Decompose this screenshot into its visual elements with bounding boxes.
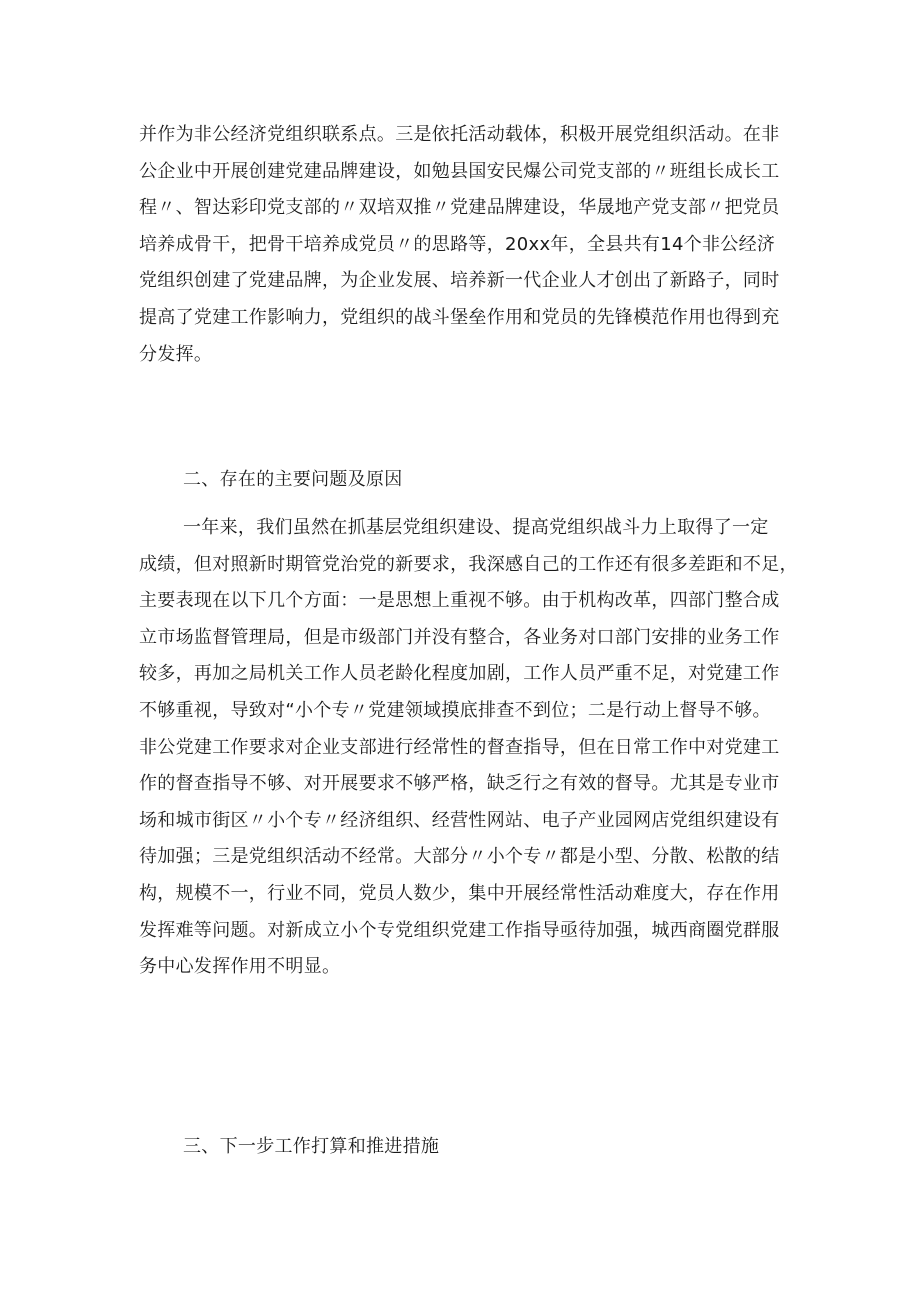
text-line: 党组织创建了党建品牌，为企业发展、培养新一代企业人才创出了新路子，同时 xyxy=(139,270,780,292)
text-line: 作的督查指导不够、对开展要求不够严格，缺乏行之有效的督导。尤其是专业市 xyxy=(139,773,780,795)
text-line: 发挥难等问题。对新成立小个专党组织党建工作指导亟待加强，城西商圈党群服 xyxy=(139,919,780,941)
text-line: 分发挥。 xyxy=(139,343,213,365)
text-line: 主要表现在以下几个方面：一是思想上重视不够。由于机构改革，四部门整合成 xyxy=(139,590,780,612)
text-line: 场和城市街区〃小个专〃经济组织、经营性网站、电子产业园网店党组织建设有 xyxy=(139,809,780,831)
text-line: 并作为非公经济党组织联系点。三是依托活动载体，积极开展党组织活动。在非 xyxy=(139,124,780,145)
text-line: 成绩，但对照新时期管党治党的新要求，我深感自己的工作还有很多差距和不足， xyxy=(139,553,798,575)
text-line: 提高了党建工作影响力，党组织的战斗堡垒作用和党员的先锋模范作用也得到充 xyxy=(139,306,780,328)
section-heading: 三、下一步工作打算和推进措施 xyxy=(183,1136,440,1157)
paragraph-problems xyxy=(139,510,798,986)
text-line: 一年来，我们虽然在抓基层党组织建设、提高党组织战斗力上取得了一定 xyxy=(183,517,769,538)
text-line: 培养成骨干，把骨干培养成党员〃的思路等，20xx年，全县共有14个非公经济 xyxy=(139,233,776,255)
text-line: 较多，再加之局机关工作人员老龄化程度加剧，工作人员严重不足，对党建工作 xyxy=(139,663,780,685)
paragraph-party-brand xyxy=(139,117,785,373)
section-heading-problems xyxy=(139,462,785,499)
text-line: 立市场监督管理局，但是市级部门并没有整合，各业务对口部门安排的业务工作 xyxy=(139,626,780,648)
section-heading: 二、存在的主要问题及原因 xyxy=(183,469,403,490)
text-line: 非公党建工作要求对企业支部进行经常性的督查指导，但在日常工作中对党建工 xyxy=(139,736,780,758)
text-line: 不够重视，导致对“小个专〃党建领域摸底排查不到位；二是行动上督导不够。 xyxy=(139,699,771,721)
text-line: 公企业中开展创建党建品牌建设，如勉县国安民爆公司党支部的〃班组长成长工 xyxy=(139,160,780,182)
section-heading-next-steps xyxy=(139,1129,785,1166)
text-line: 务中心发挥作用不明显。 xyxy=(139,956,341,978)
text-line: 待加强；三是党组织活动不经常。大部分〃小个专〃都是小型、分散、松散的结 xyxy=(139,846,780,868)
text-line: 构，规模不一，行业不同，党员人数少，集中开展经常性活动难度大，存在作用 xyxy=(139,882,780,904)
text-line: 程〃、智达彩印党支部的〃双培双推〃党建品牌建设，华晟地产党支部〃把党员 xyxy=(139,197,780,219)
